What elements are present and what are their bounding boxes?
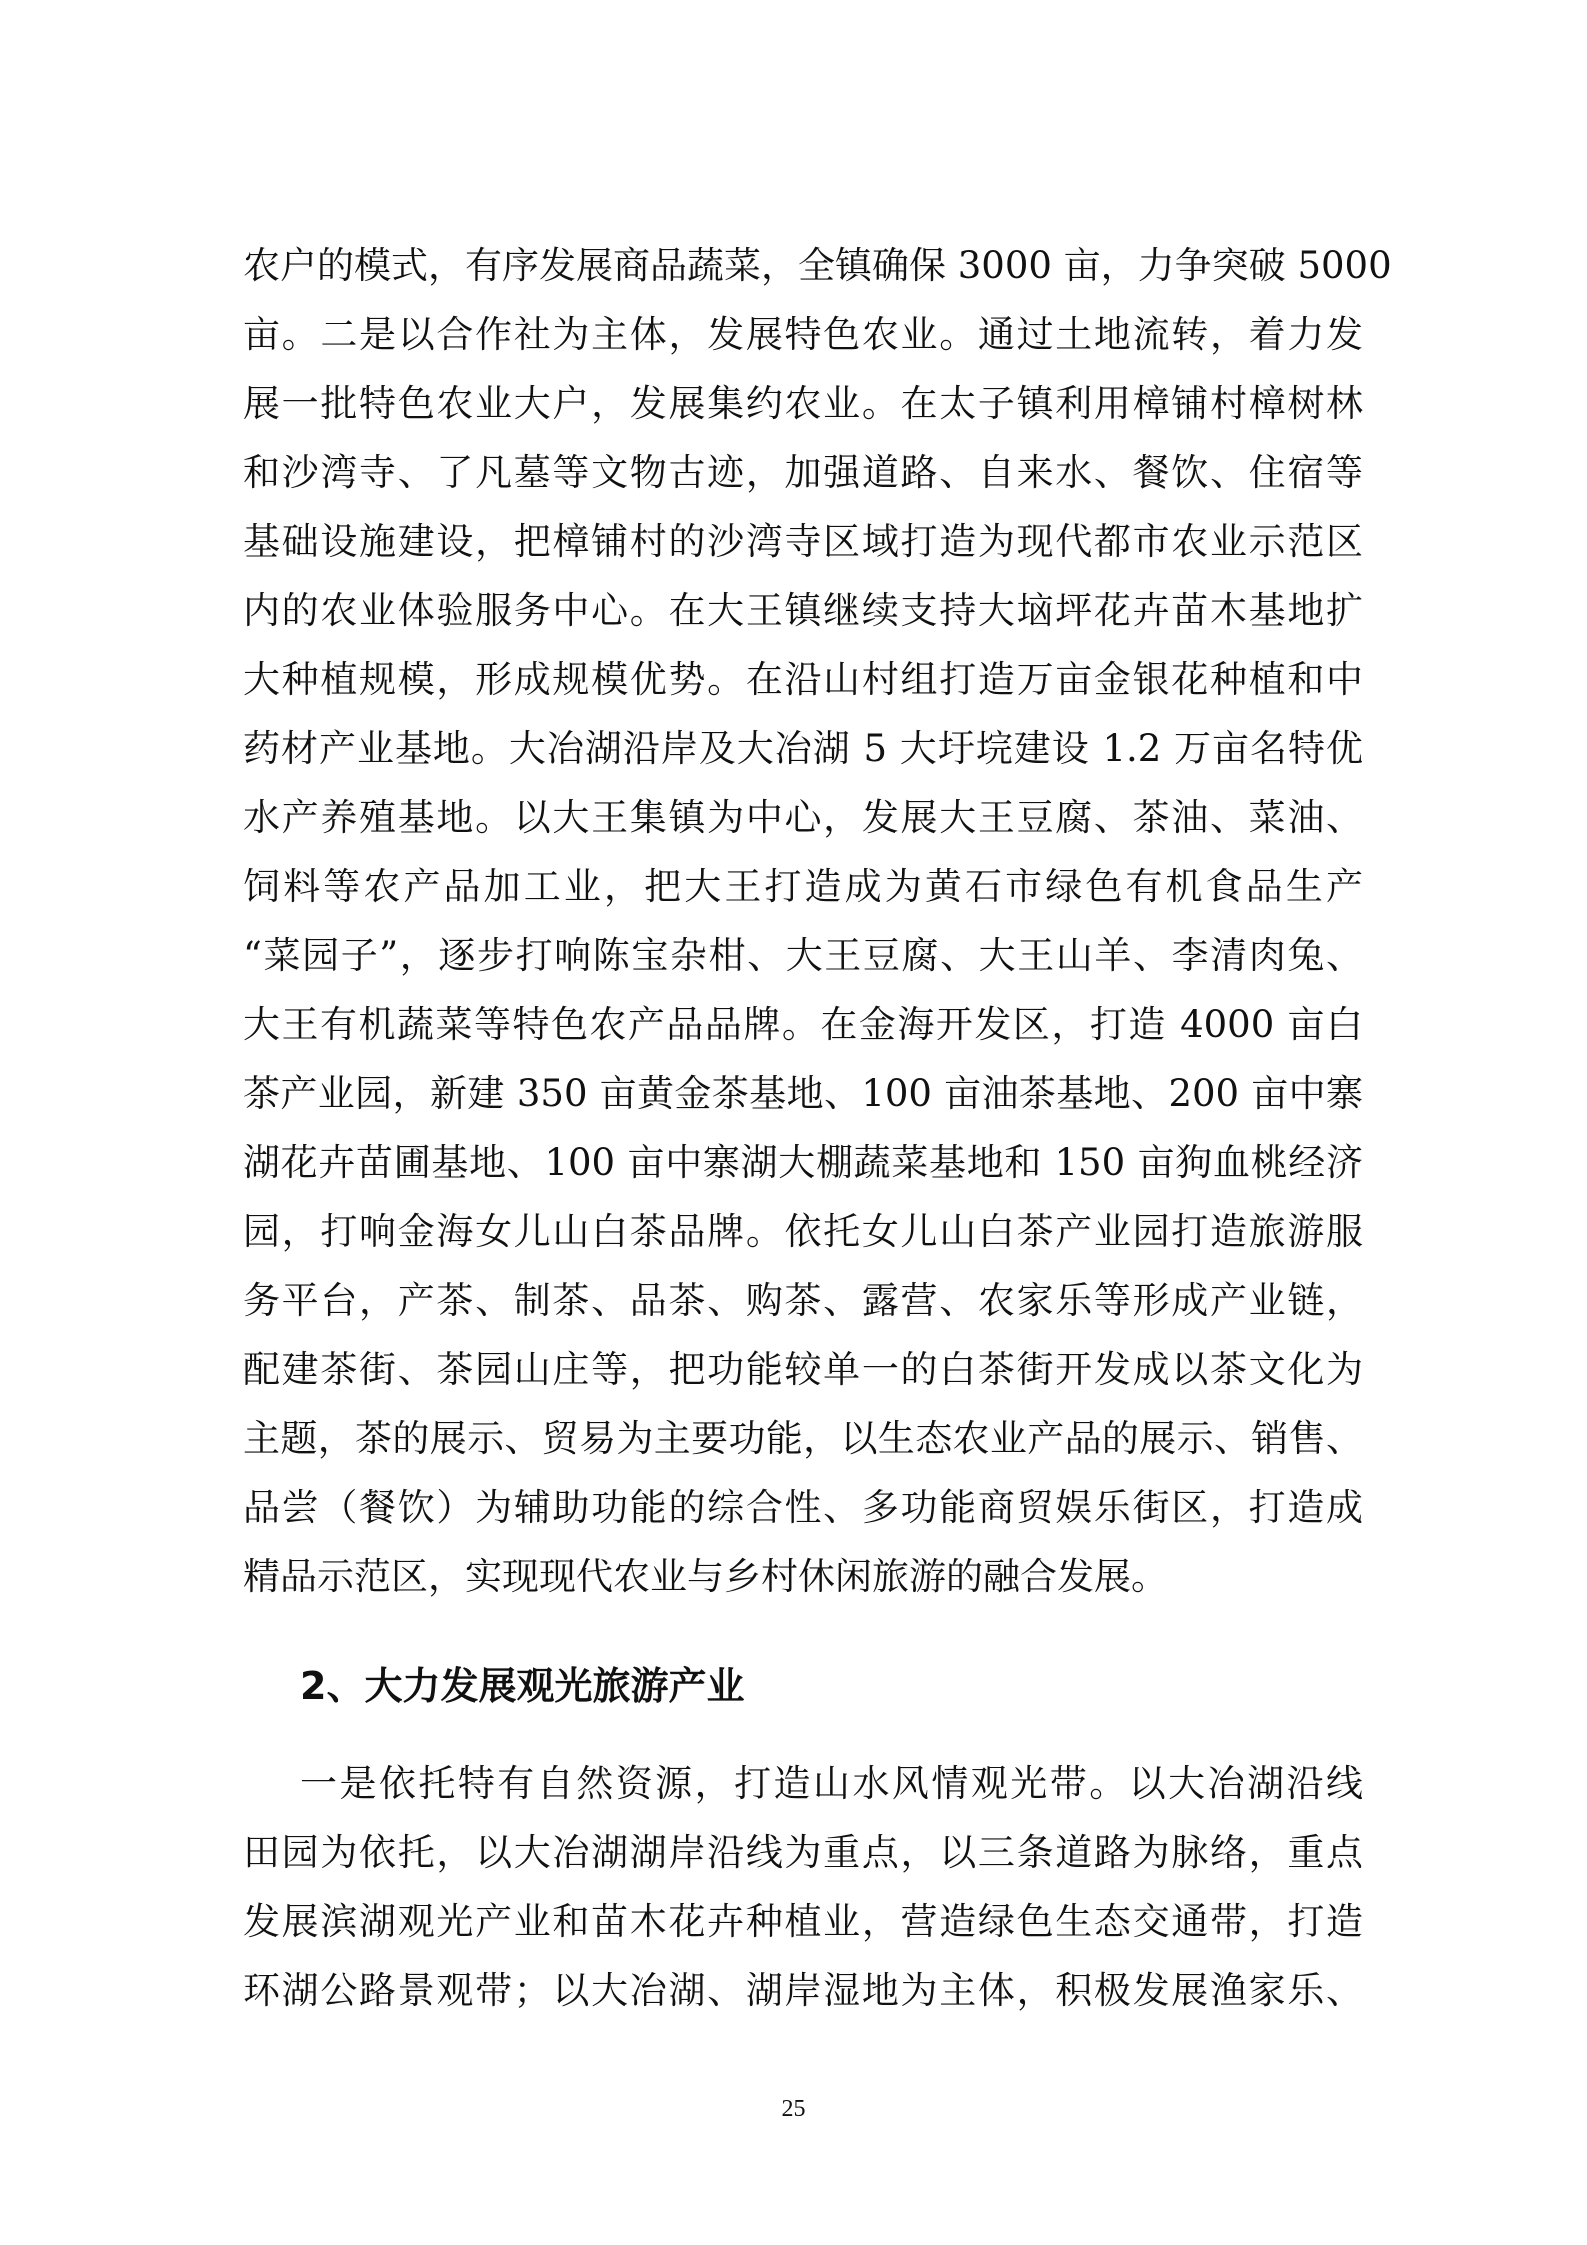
paragraph-line: 饲料等农产品加工业，把大王打造成为黄石市绿色有机食品生产 bbox=[243, 865, 1363, 908]
paragraph-line: 茶产业园，新建 350 亩黄金茶基地、100 亩油茶基地、200 亩中寨 bbox=[243, 1072, 1363, 1115]
paragraph-line: 精品示范区，实现现代农业与乡村休闲旅游的融合发展。 bbox=[243, 1555, 1168, 1598]
paragraph-line: 农户的模式，有序发展商品蔬菜，全镇确保 3000 亩，力争突破 5000 bbox=[243, 244, 1392, 287]
paragraph-line: 务平台，产茶、制茶、品茶、购茶、露营、农家乐等形成产业链， bbox=[243, 1279, 1363, 1322]
paragraph-line: 亩。二是以合作社为主体，发展特色农业。通过土地流转，着力发 bbox=[243, 313, 1363, 356]
paragraph-line: 内的农业体验服务中心。在大王镇继续支持大垴坪花卉苗木基地扩 bbox=[243, 589, 1363, 632]
paragraph-line: 湖花卉苗圃基地、100 亩中寨湖大棚蔬菜基地和 150 亩狗血桃经济 bbox=[243, 1141, 1363, 1184]
paragraph-line: 展一批特色农业大户，发展集约农业。在太子镇利用樟铺村樟树林 bbox=[243, 382, 1363, 425]
paragraph-line: “菜园子”，逐步打响陈宝杂柑、大王豆腐、大王山羊、李清肉兔、 bbox=[243, 934, 1363, 977]
paragraph-line: 水产养殖基地。以大王集镇为中心，发展大王豆腐、茶油、菜油、 bbox=[243, 796, 1363, 839]
paragraph-line: 环湖公路景观带；以大冶湖、湖岸湿地为主体，积极发展渔家乐、 bbox=[243, 1969, 1363, 2012]
paragraph-line: 品尝（餐饮）为辅助功能的综合性、多功能商贸娱乐街区，打造成 bbox=[243, 1486, 1363, 1529]
paragraph-line: 园，打响金海女儿山白茶品牌。依托女儿山白茶产业园打造旅游服 bbox=[243, 1210, 1363, 1253]
paragraph-line: 和沙湾寺、了凡墓等文物古迹，加强道路、自来水、餐饮、住宿等 bbox=[243, 451, 1363, 494]
paragraph-line: 田园为依托，以大冶湖湖岸沿线为重点，以三条道路为脉络，重点 bbox=[243, 1831, 1363, 1874]
paragraph-line: 配建茶街、茶园山庄等，把功能较单一的白茶街开发成以茶文化为 bbox=[243, 1348, 1363, 1391]
paragraph-line: 大种植规模，形成规模优势。在沿山村组打造万亩金银花种植和中 bbox=[243, 658, 1363, 701]
paragraph-line: 主题，茶的展示、贸易为主要功能，以生态农业产品的展示、销售、 bbox=[243, 1417, 1363, 1460]
paragraph-line: 基础设施建设，把樟铺村的沙湾寺区域打造为现代都市农业示范区 bbox=[243, 520, 1363, 563]
paragraph-line: 大王有机蔬菜等特色农产品品牌。在金海开发区，打造 4000 亩白 bbox=[243, 1003, 1363, 1046]
paragraph-line: 发展滨湖观光产业和苗木花卉种植业，营造绿色生态交通带，打造 bbox=[243, 1900, 1363, 1943]
section-heading: 2、大力发展观光旅游产业 bbox=[300, 1664, 745, 1708]
page-number: 25 bbox=[781, 2096, 806, 2122]
paragraph-line: 一是依托特有自然资源，打造山水风情观光带。以大冶湖沿线 bbox=[300, 1762, 1363, 1805]
paragraph-line: 药材产业基地。大冶湖沿岸及大冶湖 5 大圩垸建设 1.2 万亩名特优 bbox=[243, 727, 1363, 770]
